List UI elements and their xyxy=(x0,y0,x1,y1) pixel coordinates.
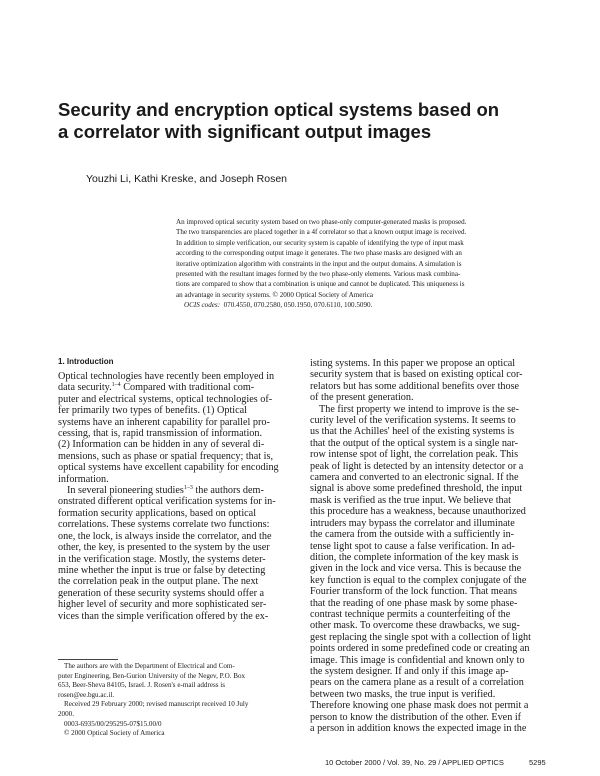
abstract-line: tions are compared to show that a combination is unique and cannot be duplicated. This uniqueness is xyxy=(176,280,465,289)
section-heading: 1. Introduction xyxy=(58,357,114,366)
abstract-line: according to the corresponding output image it generates. The two phase masks are designed with an xyxy=(176,249,462,258)
footnote-divider xyxy=(58,659,118,660)
reference-marker: 1–3 xyxy=(183,485,193,492)
body-line: mine whether the input is true or false by detecting xyxy=(58,564,266,576)
body-line: peak of light is detected by an intensity detector or a xyxy=(310,460,524,472)
reference-marker: 1–4 xyxy=(111,382,121,389)
body-line: optical systems have excellent capability for encoding xyxy=(58,462,279,474)
body-line: higher level of security and more sophisticated ser- xyxy=(58,599,267,611)
body-line: one, the lock, is always inside the correlator, and the xyxy=(58,530,272,542)
body-line: isting systems. In this paper we propose an optical xyxy=(310,358,516,369)
body-line: other, the key, is presented to the system by the user xyxy=(58,542,270,554)
body-line: vices than the simple verification offered by the ex- xyxy=(58,610,269,622)
body-line: this procedure has a weakness, because unauthorized xyxy=(310,506,526,518)
body-line: mask is verified as the true input. We believe that xyxy=(310,494,511,506)
abstract-line: an advantage in security systems. © 2000 Optical Society of America xyxy=(176,290,374,299)
footnote-line: The authors are with the Department of Electrical and Com- xyxy=(64,662,235,670)
footnote-line: puter Engineering, Ben-Gurion University of the Negev, P.O. Box xyxy=(58,671,246,680)
body-line: Therefore knowing one phase mask does not permit a xyxy=(310,700,529,712)
body-line: pears on the camera plane as a result of a correlation xyxy=(310,677,524,689)
body-line: points ordered in some predefined code or creating an xyxy=(310,643,530,655)
body-line: curity level of the verification systems. It seems to xyxy=(310,415,516,427)
abstract-line: An improved optical security system based on two phase-only computer-generated masks is proposed. xyxy=(176,218,467,226)
body-line: onstrated different optical verification systems for in- xyxy=(58,496,276,508)
body-line: correlations. These systems correlate two functions: xyxy=(58,519,270,531)
body-line: the camera from the outside with a sufficiently in- xyxy=(310,529,515,541)
footnote-line: 0003-6935/00/295295-07$15.00/0 xyxy=(64,719,162,728)
body-text: data security. xyxy=(58,382,112,394)
body-line: generation of these security systems should offer a xyxy=(58,587,265,599)
body-line: of the present generation. xyxy=(310,392,414,404)
body-line: mensions, such as phase or spatial frequency; that is, xyxy=(58,450,274,462)
footnote xyxy=(58,662,298,739)
abstract xyxy=(176,217,546,311)
journal-citation: 10 October 2000 / Vol. 39, No. 29 / APPLIED OPTICS xyxy=(325,758,504,767)
footnote-line: © 2000 Optical Society of America xyxy=(64,729,165,738)
body-line: image. This image is confidential and known only to xyxy=(310,654,525,666)
right-column xyxy=(310,358,550,734)
body-line: The first property we intend to improve is the se- xyxy=(319,403,520,415)
title-line-2: a correlator with significant output images xyxy=(58,121,432,142)
body-line: person to know the distribution of the other. Even if xyxy=(310,711,522,723)
abstract-line: presented with the resultant images formed by the two phase-only elements. Various mask combina- xyxy=(176,270,461,279)
body-line: a person in addition knows the expected image in the xyxy=(310,723,527,734)
body-line: camera and converted to an electronic signal. If the xyxy=(310,472,519,484)
body-line: security system that is based on existing optical cor- xyxy=(310,369,523,381)
body-line: Fourier transform of the lock function. That means xyxy=(310,586,517,598)
body-line: cessing, that is, rapid transmission of information. xyxy=(58,428,263,440)
body-text: Compared with traditional com- xyxy=(120,382,255,394)
body-line: information. xyxy=(58,473,109,485)
paper-title xyxy=(58,99,518,143)
body-line: key function is equal to the complex conjugate of the xyxy=(310,574,527,586)
footnote-line: rosen@ee.bgu.ac.il. xyxy=(58,690,115,699)
body-line: systems have an inherent capability for parallel pro- xyxy=(58,416,270,428)
abstract-line: In addition to simple verification, our security system is capable of identifying the type of input mask xyxy=(176,238,464,247)
body-line: that the reading of one phase mask by some phase- xyxy=(310,597,518,609)
ocis-label: OCIS codes: xyxy=(184,301,221,310)
body-line: given in the lock and vice versa. This is because the xyxy=(310,563,522,575)
body-line: the system designer. If and only if this image ap- xyxy=(310,665,509,677)
body-line: signal is above some predefined threshold, the input xyxy=(310,483,523,495)
ocis-code-list: 070.4550, 070.2580, 050.1950, 070.6110, 100.5090. xyxy=(223,301,373,310)
ocis-codes xyxy=(176,300,546,310)
body-line-with-ref xyxy=(58,382,298,393)
body-line: dition, the complete information of the key mask is xyxy=(310,551,519,563)
body-line: between two masks, the true input is verified. xyxy=(310,688,496,700)
body-line: other mask. To overcome these drawbacks, we sug- xyxy=(310,620,520,632)
page-number: 5295 xyxy=(529,758,546,767)
body-line: tense light spot to cause a false verification. In ad- xyxy=(310,540,515,552)
body-line-with-ref xyxy=(58,485,298,496)
author-list: Youzhi Li, Kathi Kreske, and Joseph Rosen xyxy=(86,173,287,185)
left-column xyxy=(58,371,298,622)
body-text: In several pioneering studies xyxy=(67,485,184,497)
body-line: in the verification stage. Mostly, the systems deter- xyxy=(58,553,266,565)
body-line: intruders may bypass the correlator and illuminate xyxy=(310,517,515,529)
body-text: the authors dem- xyxy=(192,485,264,497)
body-line: that the output of the optical system is a single nar- xyxy=(310,437,519,449)
body-line: gest replacing the single spot with a collection of light xyxy=(310,631,531,643)
footnote-line: Received 29 February 2000; revised manuscript received 10 July xyxy=(64,700,249,709)
abstract-line: iterative optimization algorithm with constraints in the input and the output domains. A simulation is xyxy=(176,259,462,268)
body-line: (2) Information can be hidden in any of several di- xyxy=(58,439,265,451)
abstract-line: The two transparencies are placed together in a 4f correlator so that a known output image is received. xyxy=(176,228,467,237)
body-line: contrast technique permits a counterfeiting of the xyxy=(310,608,511,620)
footnote-line: 2000. xyxy=(58,709,74,718)
body-line: row intense spot of light, the correlation peak. This xyxy=(310,449,519,461)
body-line: fer primarily two types of benefits. (1) Optical xyxy=(58,405,247,417)
body-line: Optical technologies have recently been employed in xyxy=(58,371,275,382)
footnote-line: 653, Beer-Sheva 84105, Israel. J. Rosen's e-mail address is xyxy=(58,681,226,690)
title-line-1: Security and encryption optical systems based on xyxy=(58,99,500,120)
body-line: formation security applications, based on optical xyxy=(58,507,257,519)
body-line: relators but has some additional benefits over those xyxy=(310,380,520,392)
body-line: puter and electrical systems, optical technologies of- xyxy=(58,393,273,405)
body-line: the correlation peak in the output plane. The next xyxy=(58,576,259,588)
body-line: us that the Achilles' heel of the existing systems is xyxy=(310,426,515,438)
